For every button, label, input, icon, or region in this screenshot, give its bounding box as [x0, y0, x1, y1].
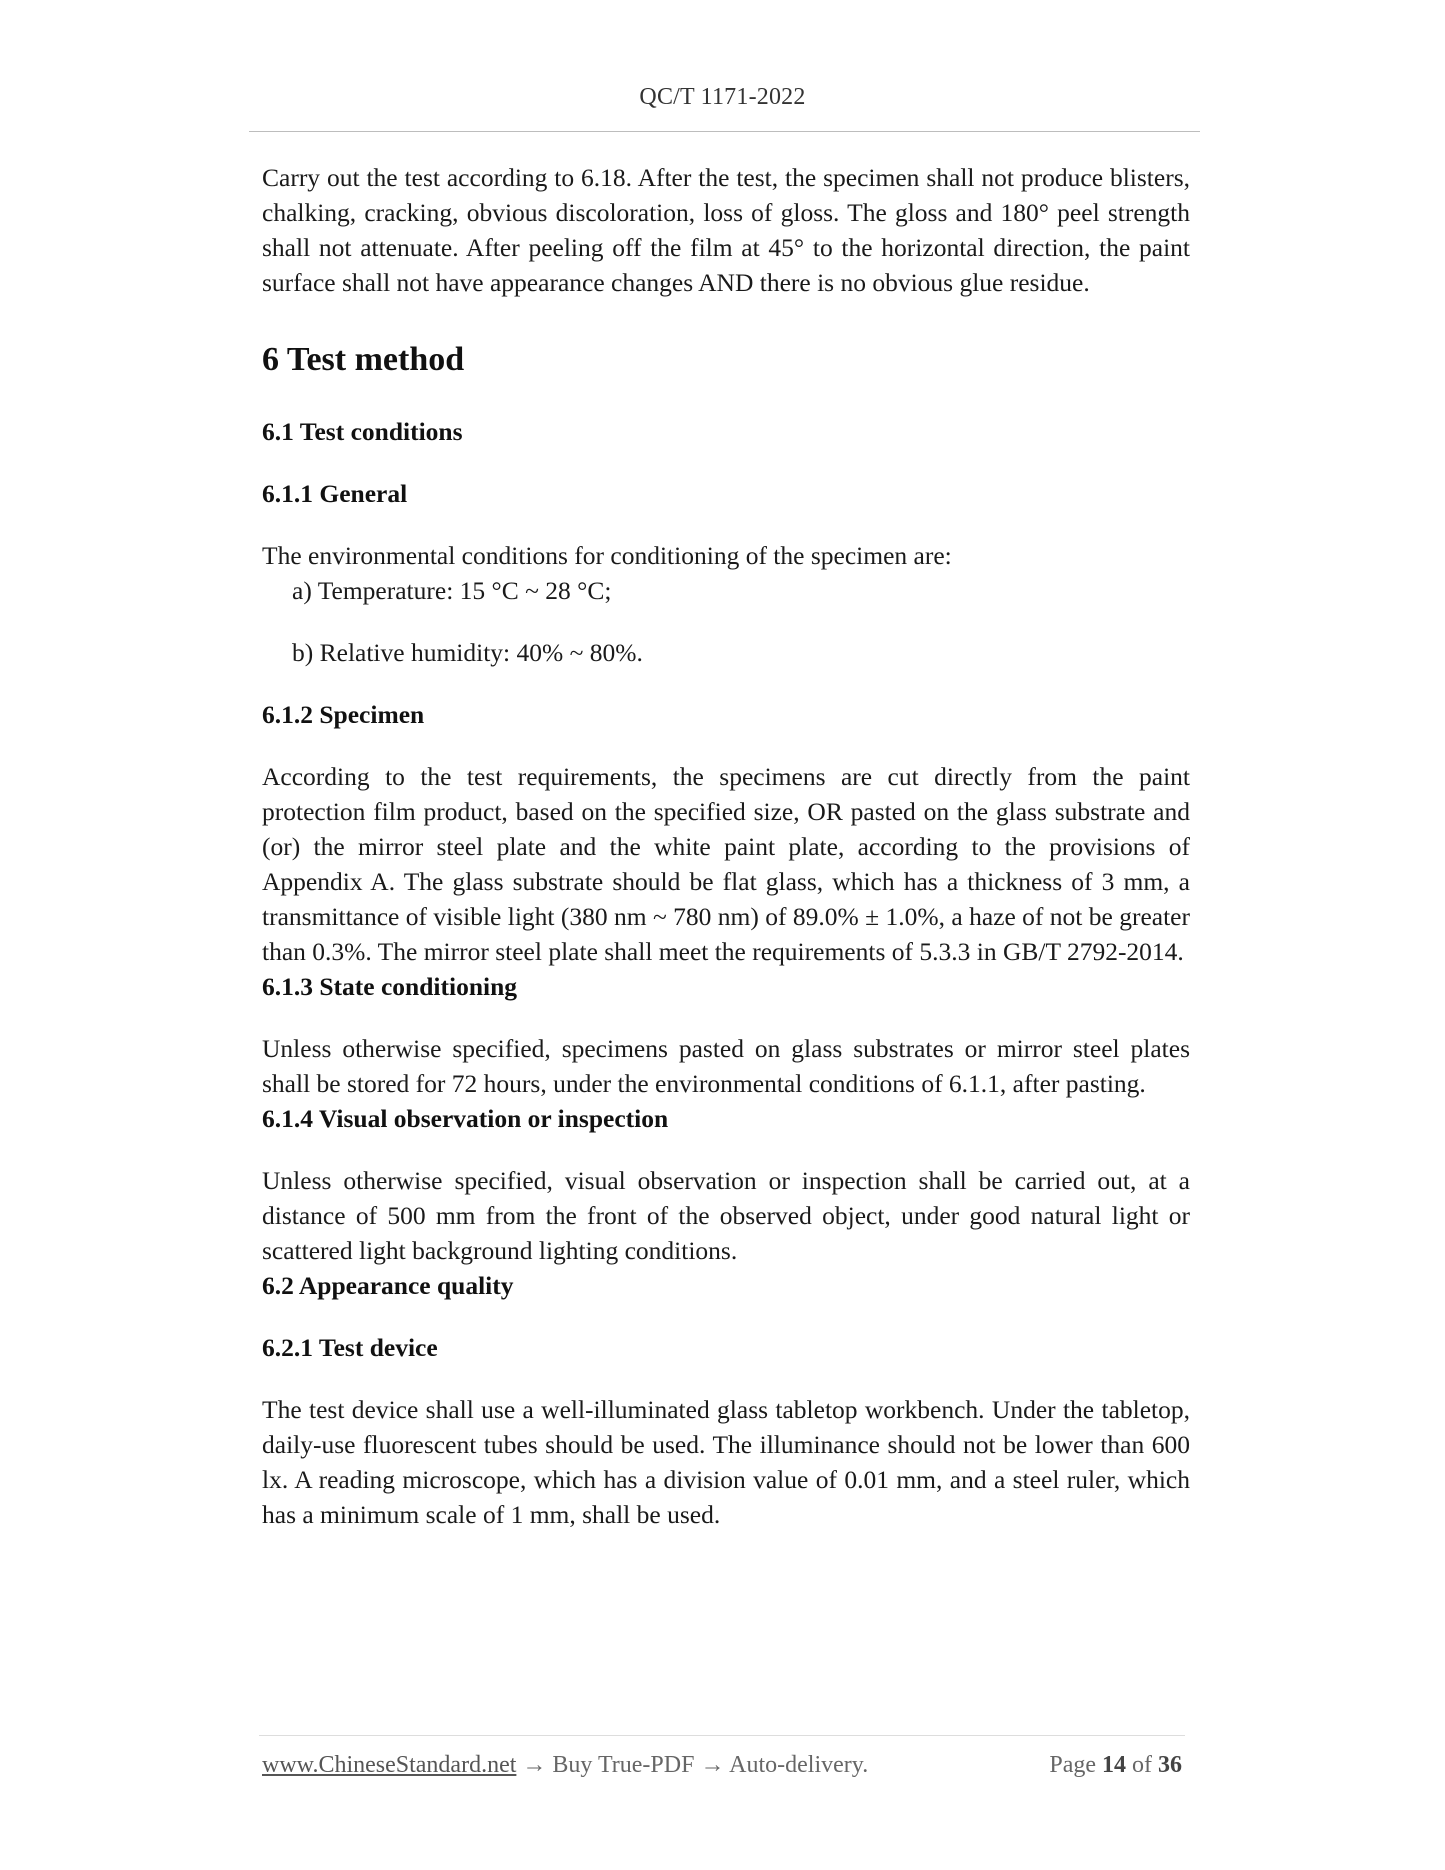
website-link[interactable]: www.ChineseStandard.net: [262, 1752, 517, 1778]
paragraph-6-1-1: The environmental conditions for conditioning of the specimen are:: [262, 541, 952, 570]
footer-promo: [262, 1752, 868, 1779]
heading-6-1: 6.1 Test conditions: [262, 417, 463, 446]
page-total: 36: [1158, 1752, 1182, 1778]
heading-6-2: 6.2 Appearance quality: [262, 1271, 514, 1300]
arrow-right-icon: →: [700, 1752, 725, 1778]
paragraph-6-1-2: According to the test requirements, the specimens are cut directly from the paint protection film product, based on the specified size, OR pasted on the glass substrate and (or) the mirror steel plate and the white paint plate, according to the provisions of Appendix A. The glass substrate should be flat glass, which has a thickness of 3 mm, a transmittance of visible light (380 nm ~ 780 nm) of 89.0% ± 1.0%, a haze of not be greater than 0.3%. The mirror steel plate shall meet the requirements of 5.3.3 in GB/T 2792-2014.: [262, 762, 1190, 966]
page-label: Page: [1049, 1752, 1096, 1778]
page-counter: [1049, 1752, 1182, 1779]
list-item-humidity: b) Relative humidity: 40% ~ 80%.: [292, 638, 643, 667]
section-heading-6: 6 Test method: [262, 341, 465, 378]
paragraph-6-1-4: Unless otherwise specified, visual observation or inspection shall be carried out, at a distance of 500 mm from the front of the observed object, under good natural light or scattered light background lighting conditions.: [262, 1166, 1190, 1265]
heading-6-1-2: 6.1.2 Specimen: [262, 700, 425, 729]
page-body: [262, 160, 1190, 1532]
page-number: 14: [1102, 1752, 1126, 1778]
footer-divider: [259, 1735, 1185, 1736]
header-divider: [249, 131, 1200, 132]
heading-6-1-3: 6.1.3 State conditioning: [262, 972, 518, 1001]
of-label: of: [1132, 1752, 1152, 1778]
intro-paragraph: Carry out the test according to 6.18. After the test, the specimen shall not produce blisters, chalking, cracking, obvious discoloration, loss of gloss. The gloss and 180° peel strength shall not attenuate. After peeling off the film at 45° to the horizontal direction, the paint surface shall not have appearance changes AND there is no obvious glue residue.: [262, 163, 1190, 297]
heading-6-1-1: 6.1.1 General: [262, 479, 408, 508]
arrow-right-icon: →: [522, 1752, 547, 1778]
page-footer: [262, 1752, 1182, 1786]
paragraph-6-2-1: The test device shall use a well-illuminated glass tabletop workbench. Under the tabletop, daily-use fluorescent tubes should be used. The illuminance should not be lower than 600 lx. A reading microscope, which has a division value of 0.01 mm, and a steel ruler, which has a minimum scale of 1 mm, shall be used.: [262, 1395, 1190, 1529]
heading-6-2-1: 6.2.1 Test device: [262, 1333, 438, 1362]
auto-delivery-text: Auto-delivery.: [729, 1752, 869, 1778]
list-item-temperature: a) Temperature: 15 °C ~ 28 °C;: [292, 576, 612, 605]
buy-pdf-text: Buy True-PDF: [552, 1752, 695, 1778]
paragraph-6-1-3: Unless otherwise specified, specimens pasted on glass substrates or mirror steel plates shall be stored for 72 hours, under the environmental conditions of 6.1.1, after pasting.: [262, 1034, 1190, 1098]
heading-6-1-4: 6.1.4 Visual observation or inspection: [262, 1104, 669, 1133]
document-header-title: QC/T 1171-2022: [639, 84, 806, 110]
